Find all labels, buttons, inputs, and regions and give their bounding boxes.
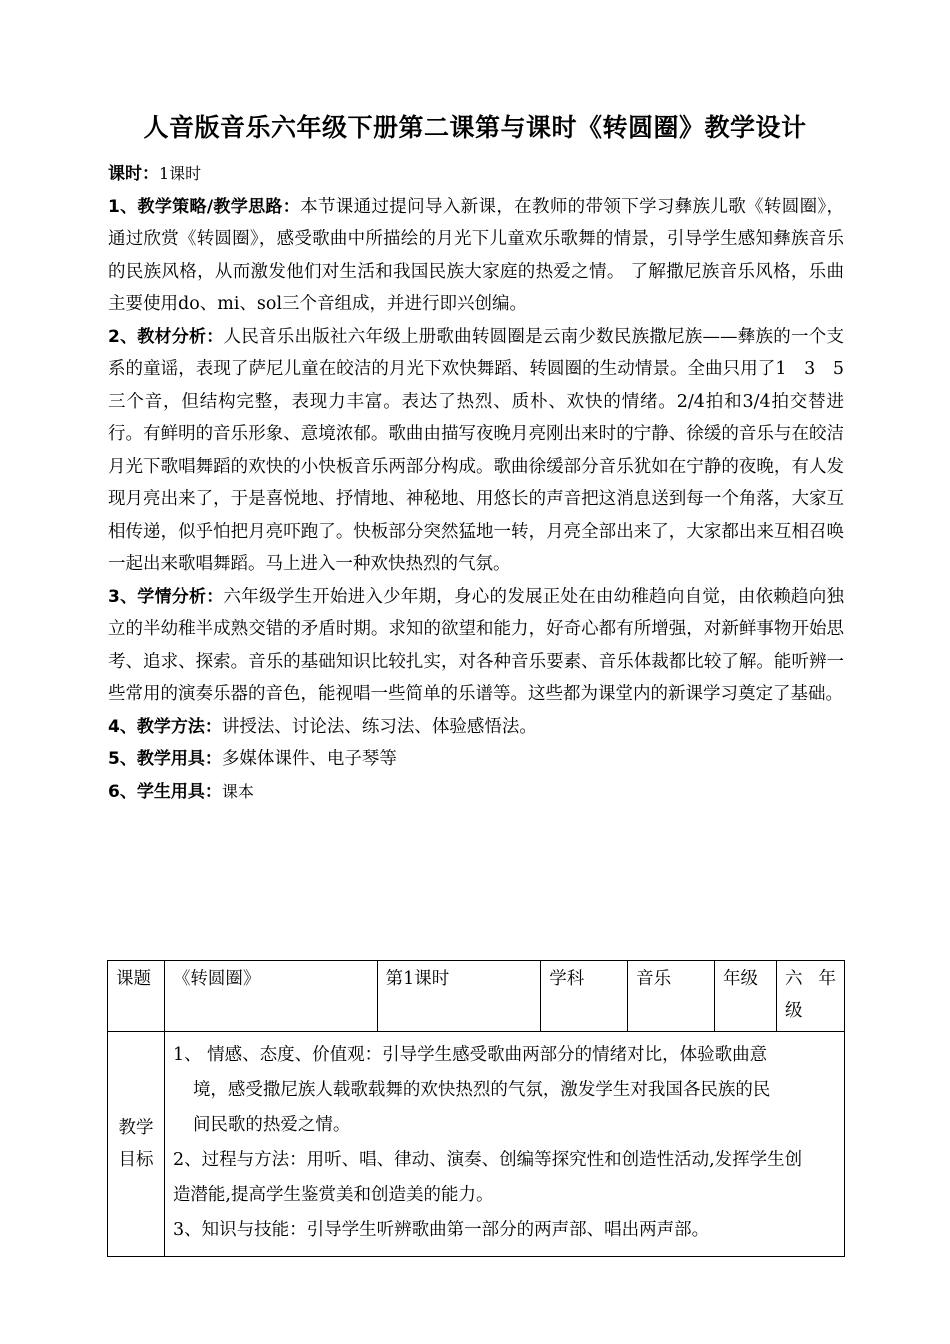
section-label: 1、教学策略/教学思路： — [108, 196, 301, 217]
grade-value-cell — [776, 961, 844, 1032]
goal-line: 3、知识与技能：引导学生听辨歌曲第一部分的两声部、唱出两声部。 — [172, 1220, 710, 1240]
grade-value-line — [785, 963, 836, 995]
lesson-cell: 第1课时 — [377, 961, 541, 1032]
goals-label-cell — [108, 1032, 165, 1257]
goal-line: 造潜能,提高学生鉴赏美和创造美的能力。 — [172, 1185, 494, 1205]
lesson-period-line — [108, 158, 844, 191]
period-value: 1课时 — [159, 164, 202, 183]
section-strategy — [108, 191, 844, 321]
grade-value-part: 六 — [784, 969, 803, 989]
document-body — [108, 158, 844, 808]
section-text: 课本 — [221, 781, 254, 801]
section-teaching-methods — [108, 711, 844, 744]
goal-line: 1、 情感、态度、价值观：引导学生感受歌曲两部分的情绪对比，体验歌曲意 — [172, 1045, 768, 1065]
section-student-tools — [108, 776, 844, 809]
section-student-analysis — [108, 581, 844, 711]
table-row — [108, 961, 845, 1032]
section-label: 4、教学方法： — [108, 716, 222, 737]
subject-label-cell: 学科 — [541, 961, 628, 1032]
goal-line: 境，感受撒尼族人载歌载舞的欢快热烈的气氛，激发学生对我国各民族的民 — [192, 1080, 771, 1100]
section-text: 人民音乐出版社六年级上册歌曲转圆圈是云南少数民族撒尼族——彝族的一个支系的童谣，表现了萨尼儿童在皎洁的月光下欢快舞蹈、转圆圈的生动情景。全曲只用了1 3 5 三个音，但结构完整，表现力丰富。表达了热烈、质朴、欢快的情绪。2/4拍和3/4拍交替进行。有鲜明的音乐形象、意境浓郁。歌曲由描写夜晚月亮刚出来时的宁静、徐缓的音乐与在皎洁月光下歌唱舞蹈的欢快的小快板音乐两部分构成。歌曲徐缓部分音乐犹如在宁静的夜晚，有人发现月亮出来了，于是喜悦地、抒情地、神秘地、用悠长的声音把这消息送到每一个角落，大家互相传递，似乎怕把月亮吓跑了。快板部分突然猛地一转，月亮全部出来了，大家都出来互相召唤一起出来歌唱舞蹈。马上进入一种欢快热烈的气氛。 — [108, 326, 844, 574]
document-title: 人音版音乐六年级下册第二课第与课时《转圆圈》教学设计 — [143, 113, 807, 142]
section-label: 2、教材分析： — [108, 326, 224, 347]
section-material-analysis — [108, 321, 844, 581]
goals-content-cell — [164, 1032, 844, 1257]
subject-value-cell: 音乐 — [628, 961, 715, 1032]
lesson-plan-table — [107, 960, 845, 1257]
goals-label-part: 教学 — [118, 1118, 154, 1138]
goals-label-part: 目标 — [118, 1150, 154, 1170]
period-label: 课时： — [108, 164, 159, 184]
goal-line: 2、过程与方法：用听、唱、律动、演奏、创编等探究性和创造性活动,发挥学生创 — [172, 1150, 803, 1170]
goal-line: 间民歌的热爱之情。 — [192, 1115, 351, 1135]
section-label: 3、学情分析： — [108, 586, 224, 607]
topic-label-cell: 课题 — [108, 961, 165, 1032]
grade-label-cell: 年级 — [715, 961, 777, 1032]
section-text: 讲授法、讨论法、练习法、体验感悟法。 — [221, 716, 537, 737]
table-row — [108, 1032, 845, 1257]
section-teaching-tools — [108, 743, 844, 776]
grade-value-part: 级 — [784, 1001, 803, 1021]
section-text: 六年级学生开始进入少年期，身心的发展正处在由幼稚趋向自觉，由依赖趋向独立的半幼稚半成熟交错的矛盾时期。求知的欲望和能力，好奇心都有所增强，对新鲜事物开始思考、追求、探索。音乐的基础知识比较扎实，对各种音乐要素、音乐体裁都比较了解。能听辨一些常用的演奏乐器的音色，能视唱一些简单的乐谱等。这些都为课堂内的新课学习奠定了基础。 — [108, 586, 844, 704]
topic-value-cell: 《转圆圈》 — [164, 961, 377, 1032]
section-text: 本节课通过提问导入新课，在教师的带领下学习彝族儿歌《转圆圈》，通过欣赏《转圆圈》，感受歌曲中所描绘的月光下儿童欢乐歌舞的情景，引导学生感知彝族音乐的民族风格，从而激发他们对生活和我国民族大家庭的热爱之情。 了解撒尼族音乐风格，乐曲主要使用do、mi、sol三个音组成，并进行即兴创编。 — [108, 196, 845, 314]
grade-value-part: 年 — [818, 969, 836, 989]
section-text: 多媒体课件、电子琴等 — [221, 749, 397, 769]
section-label: 6、学生用具： — [108, 781, 222, 802]
section-label: 5、教学用具： — [108, 749, 222, 769]
